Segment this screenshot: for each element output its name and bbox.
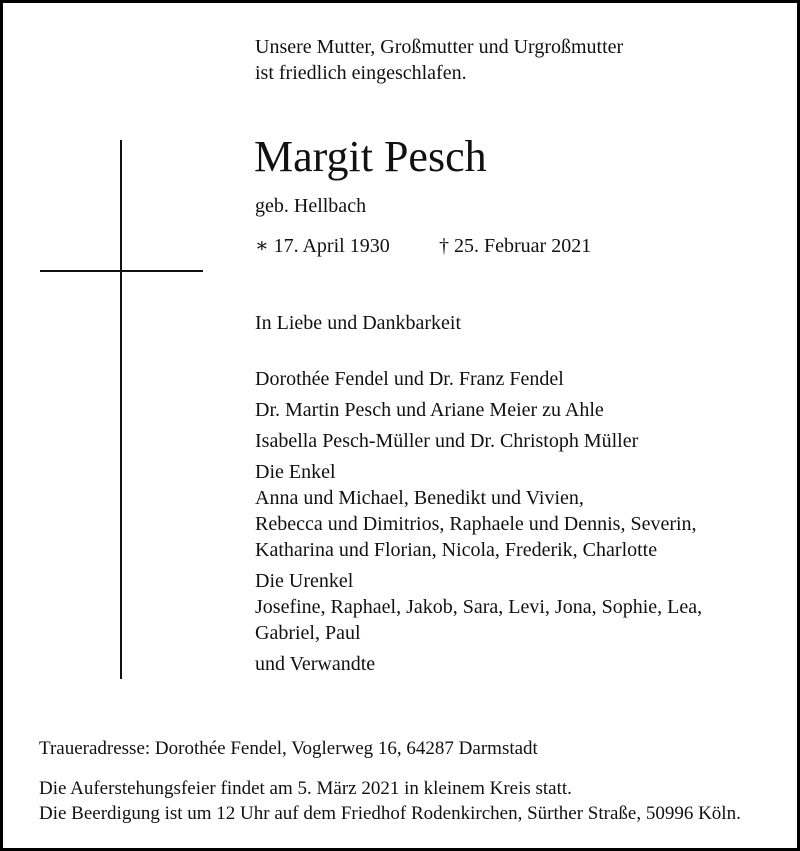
family-line: Die Enkel [255, 461, 336, 483]
funeral-details [39, 777, 741, 827]
mourning-address: Traueradresse: Dorothée Fendel, Voglerweg 16, 64287 Darmstadt [39, 738, 538, 759]
cross-vertical-bar [120, 140, 122, 679]
funeral-line: Die Beerdigung ist um 12 Uhr auf dem Friedhof Rodenkirchen, Sürther Straße, 50996 Köln. [39, 803, 741, 824]
family-line: Dorothée Fendel und Dr. Franz Fendel [255, 368, 564, 390]
intro-text [255, 35, 623, 87]
deceased-name: Margit Pesch [254, 132, 487, 181]
family-line: Isabella Pesch-Müller und Dr. Christoph Müller [255, 430, 639, 452]
intro-line: ist friedlich eingeschlafen. [255, 62, 467, 84]
family-line: Katharina und Florian, Nicola, Frederik, Charlotte [255, 539, 658, 561]
family-line: Gabriel, Paul [255, 622, 361, 644]
family-list [255, 367, 702, 683]
family-line: Dr. Martin Pesch und Ariane Meier zu Ahle [255, 399, 604, 421]
death-date: † 25. Februar 2021 [439, 235, 592, 257]
birth-name: geb. Hellbach [255, 195, 367, 217]
cross-horizontal-bar [40, 270, 203, 272]
dedication-text: In Liebe und Dankbarkeit [255, 312, 462, 334]
funeral-line: Die Auferstehungsfeier findet am 5. März 2021 in kleinem Kreis statt. [39, 778, 572, 799]
intro-line: Unsere Mutter, Großmutter und Urgroßmutter [255, 36, 624, 58]
birth-date: ∗ 17. April 1930 [255, 235, 390, 257]
family-line: Rebecca und Dimitrios, Raphaele und Dennis, Severin, [255, 513, 697, 535]
family-line: Josefine, Raphael, Jakob, Sara, Levi, Jona, Sophie, Lea, [255, 596, 703, 618]
family-line: und Verwandte [255, 653, 376, 675]
family-line: Die Urenkel [255, 570, 354, 592]
family-line: Anna und Michael, Benedikt und Vivien, [255, 487, 584, 509]
